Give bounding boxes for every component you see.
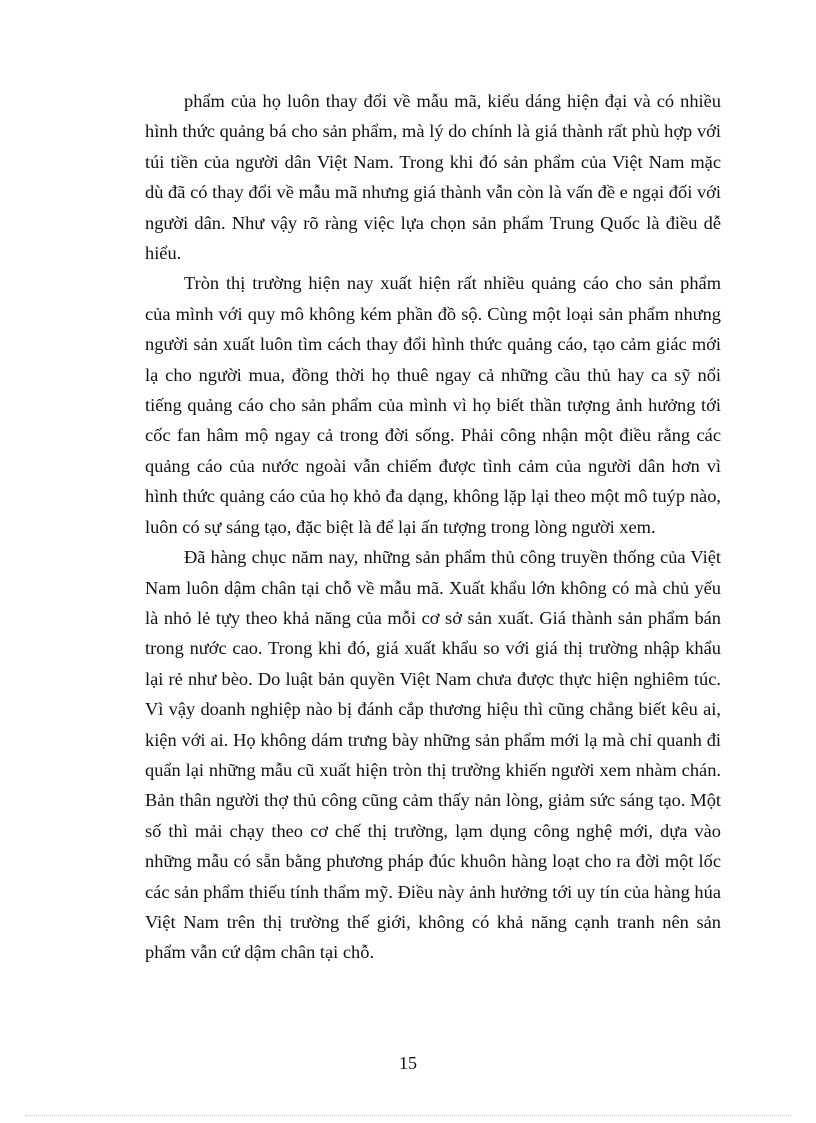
page-bottom-divider bbox=[25, 1115, 791, 1116]
body-text bbox=[145, 86, 721, 968]
page-number: 15 bbox=[399, 1053, 417, 1073]
paragraph-1: phẩm của họ luôn thay đổi về mẫu mã, kiểu dáng hiện đại và có nhiều hình thức quảng bá cho sản phẩm, mà lý do chính là giá thành rất phù hợp với túi tiền của người dân Việt Nam. Trong khi đó sản phẩm của Việt Nam mặc dù đã có thay đổi về mẫu mã nhưng giá thành vẫn còn là vấn đề e ngại đối với người dân. Như vậy rõ ràng việc lựa chọn sản phẩm Trung Quốc là điều dễ hiểu. bbox=[145, 91, 721, 264]
paragraph-3: Đã hàng chục năm nay, những sản phẩm thủ công truyền thống của Việt Nam luôn dậm chân tại chỗ về mẫu mã. Xuất khẩu lớn không có mà chủ yếu là nhỏ lẻ tựy theo khả năng của mỗi cơ sở sản xuất. Giá thành sản phẩm bán trong nước cao. Trong khi đó, giá xuất khẩu so với giá thị trường nhập khẩu lại rẻ như bèo. Do luật bản quyền Việt Nam chưa được thực hiện nghiêm túc. Vì vậy doanh nghiệp nào bị đánh cắp thương hiệu thì cũng chẳng biết kêu ai, kiện với ai. Họ không dám trưng bày những sản phẩm mới lạ mà chỉ quanh đi quẩn lại những mẫu cũ xuất hiện tròn thị trường khiến người xem nhàm chán. Bản thân người thợ thủ công cũng cảm thấy nản lòng, giảm sức sáng tạo. Một số thì mải chạy theo cơ chế thị trường, lạm dụng công nghệ mới, dựa vào những mẫu có sẵn bằng phương pháp đúc khuôn hàng loạt cho ra đời một lốc các sản phẩm thiếu tính thẩm mỹ. Điều này ảnh hưởng tới uy tín của hàng húa Việt Nam trên thị trường thế giới, không có khả năng cạnh tranh nên sản phẩm vẫn cứ dậm chân tại chỗ. bbox=[145, 547, 721, 963]
paragraph-2: Tròn thị trường hiện nay xuất hiện rất nhiều quảng cáo cho sản phẩm của mình với quy mô không kém phần đồ sộ. Cùng một loại sản phẩm nhưng người sản xuất luôn tìm cách thay đổi hình thức quảng cáo, tạo cảm giác mới lạ cho người mua, đồng thời họ thuê ngay cả những cầu thủ hay ca sỹ nổi tiếng quảng cáo cho sản phẩm của mình vì họ biết thần tượng ảnh hưởng tới cốc fan hâm mộ ngay cả trong đời sống. Phải công nhận một điều rằng các quảng cáo của nước ngoài vẫn chiếm được tình cảm của người dân hơn vì hình thức quảng cáo của họ khỏ đa dạng, không lặp lại theo một mô tuýp nào, luôn có sự sáng tạo, đặc biệt là để lại ấn tượng trong lòng người xem. bbox=[145, 273, 721, 537]
